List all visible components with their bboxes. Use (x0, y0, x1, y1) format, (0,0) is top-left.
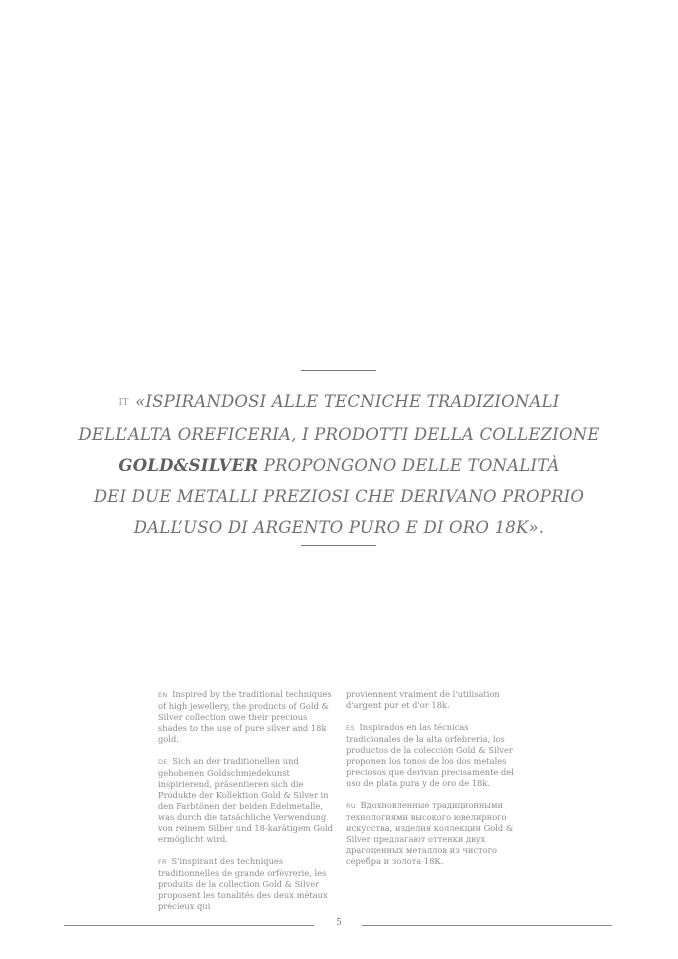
quote-line-5: DALL’USO DI ARGENTO PURO E DI ORO 18K». (133, 518, 545, 537)
text-column-left (158, 689, 336, 923)
quote-line-4: DEI DUE METALLI PREZIOSI CHE DERIVANO PROPRIO (93, 487, 585, 506)
lang-code-en: EN (158, 691, 168, 699)
divider-top (301, 370, 376, 371)
text-column-right (346, 689, 524, 878)
lang-code-de: DE (158, 758, 168, 766)
paragraph-fr-continued: proviennent vraiment de l'utilisation d'argent pur et d'or 18k. (346, 689, 500, 710)
lang-code-fr: FR (158, 858, 167, 866)
lang-code-es: ES (346, 724, 355, 732)
page-number: 5 (336, 918, 342, 928)
paragraph-es: ES Inspirados en las técnicas tradicionales de la alta orfebrería, los productos de la colección Gold & Silver proponen los tonos de los dos metales preciosos que derivan precisamente del uso de plata pura y de oro de 18k. (346, 722, 514, 788)
quote-line-3: GOLD&SILVER PROPONGONO DELLE TONALITÀ (118, 456, 560, 475)
paragraph-de: DE Sich an der traditionellen und gehobenen Goldschmiedekunst inspirierend, präsentieren sich die Produkte der Kollektion Gold & Silver in den Farbtönen der beiden Edelmetalle, was durch die tatsächliche Verwendung von reinem Silber und 18-karätigem Gold ermöglicht wird. (158, 756, 333, 844)
footer-rule-right (362, 925, 612, 926)
brand-name: GOLD&SILVER (118, 456, 259, 475)
quote-line-2: DELL’ALTA OREFICERIA, I PRODOTTI DELLA COLLEZIONE (78, 425, 600, 444)
paragraph-ru: RU Вдохновленные традиционными технологиями высокого ювелирного искусства, изделия коллекции Gold & Silver предлагают оттенки двух драгоценных металлов из чистого серебра и золота 18К. (346, 800, 514, 866)
quote-line-1: IT «ISPIRANDOSI ALLE TECNICHE TRADIZIONALI (118, 392, 560, 411)
lang-code-ru: RU (346, 802, 356, 810)
divider-bottom (301, 545, 376, 546)
pull-quote (60, 386, 618, 543)
paragraph-fr: FR S'inspirant des techniques traditionnelles de grande orfèvrerie, les produits de la collection Gold & Silver proposent les tonalités des deux métaux précieux qui (158, 856, 328, 911)
quote-lang-code: IT (118, 398, 130, 408)
paragraph-en: EN Inspired by the traditional techniques of high jewellery, the products of Gold & Silver collection owe their precious shades to the use of pure silver and 18k gold. (158, 689, 332, 744)
footer-rule-left (64, 925, 314, 926)
